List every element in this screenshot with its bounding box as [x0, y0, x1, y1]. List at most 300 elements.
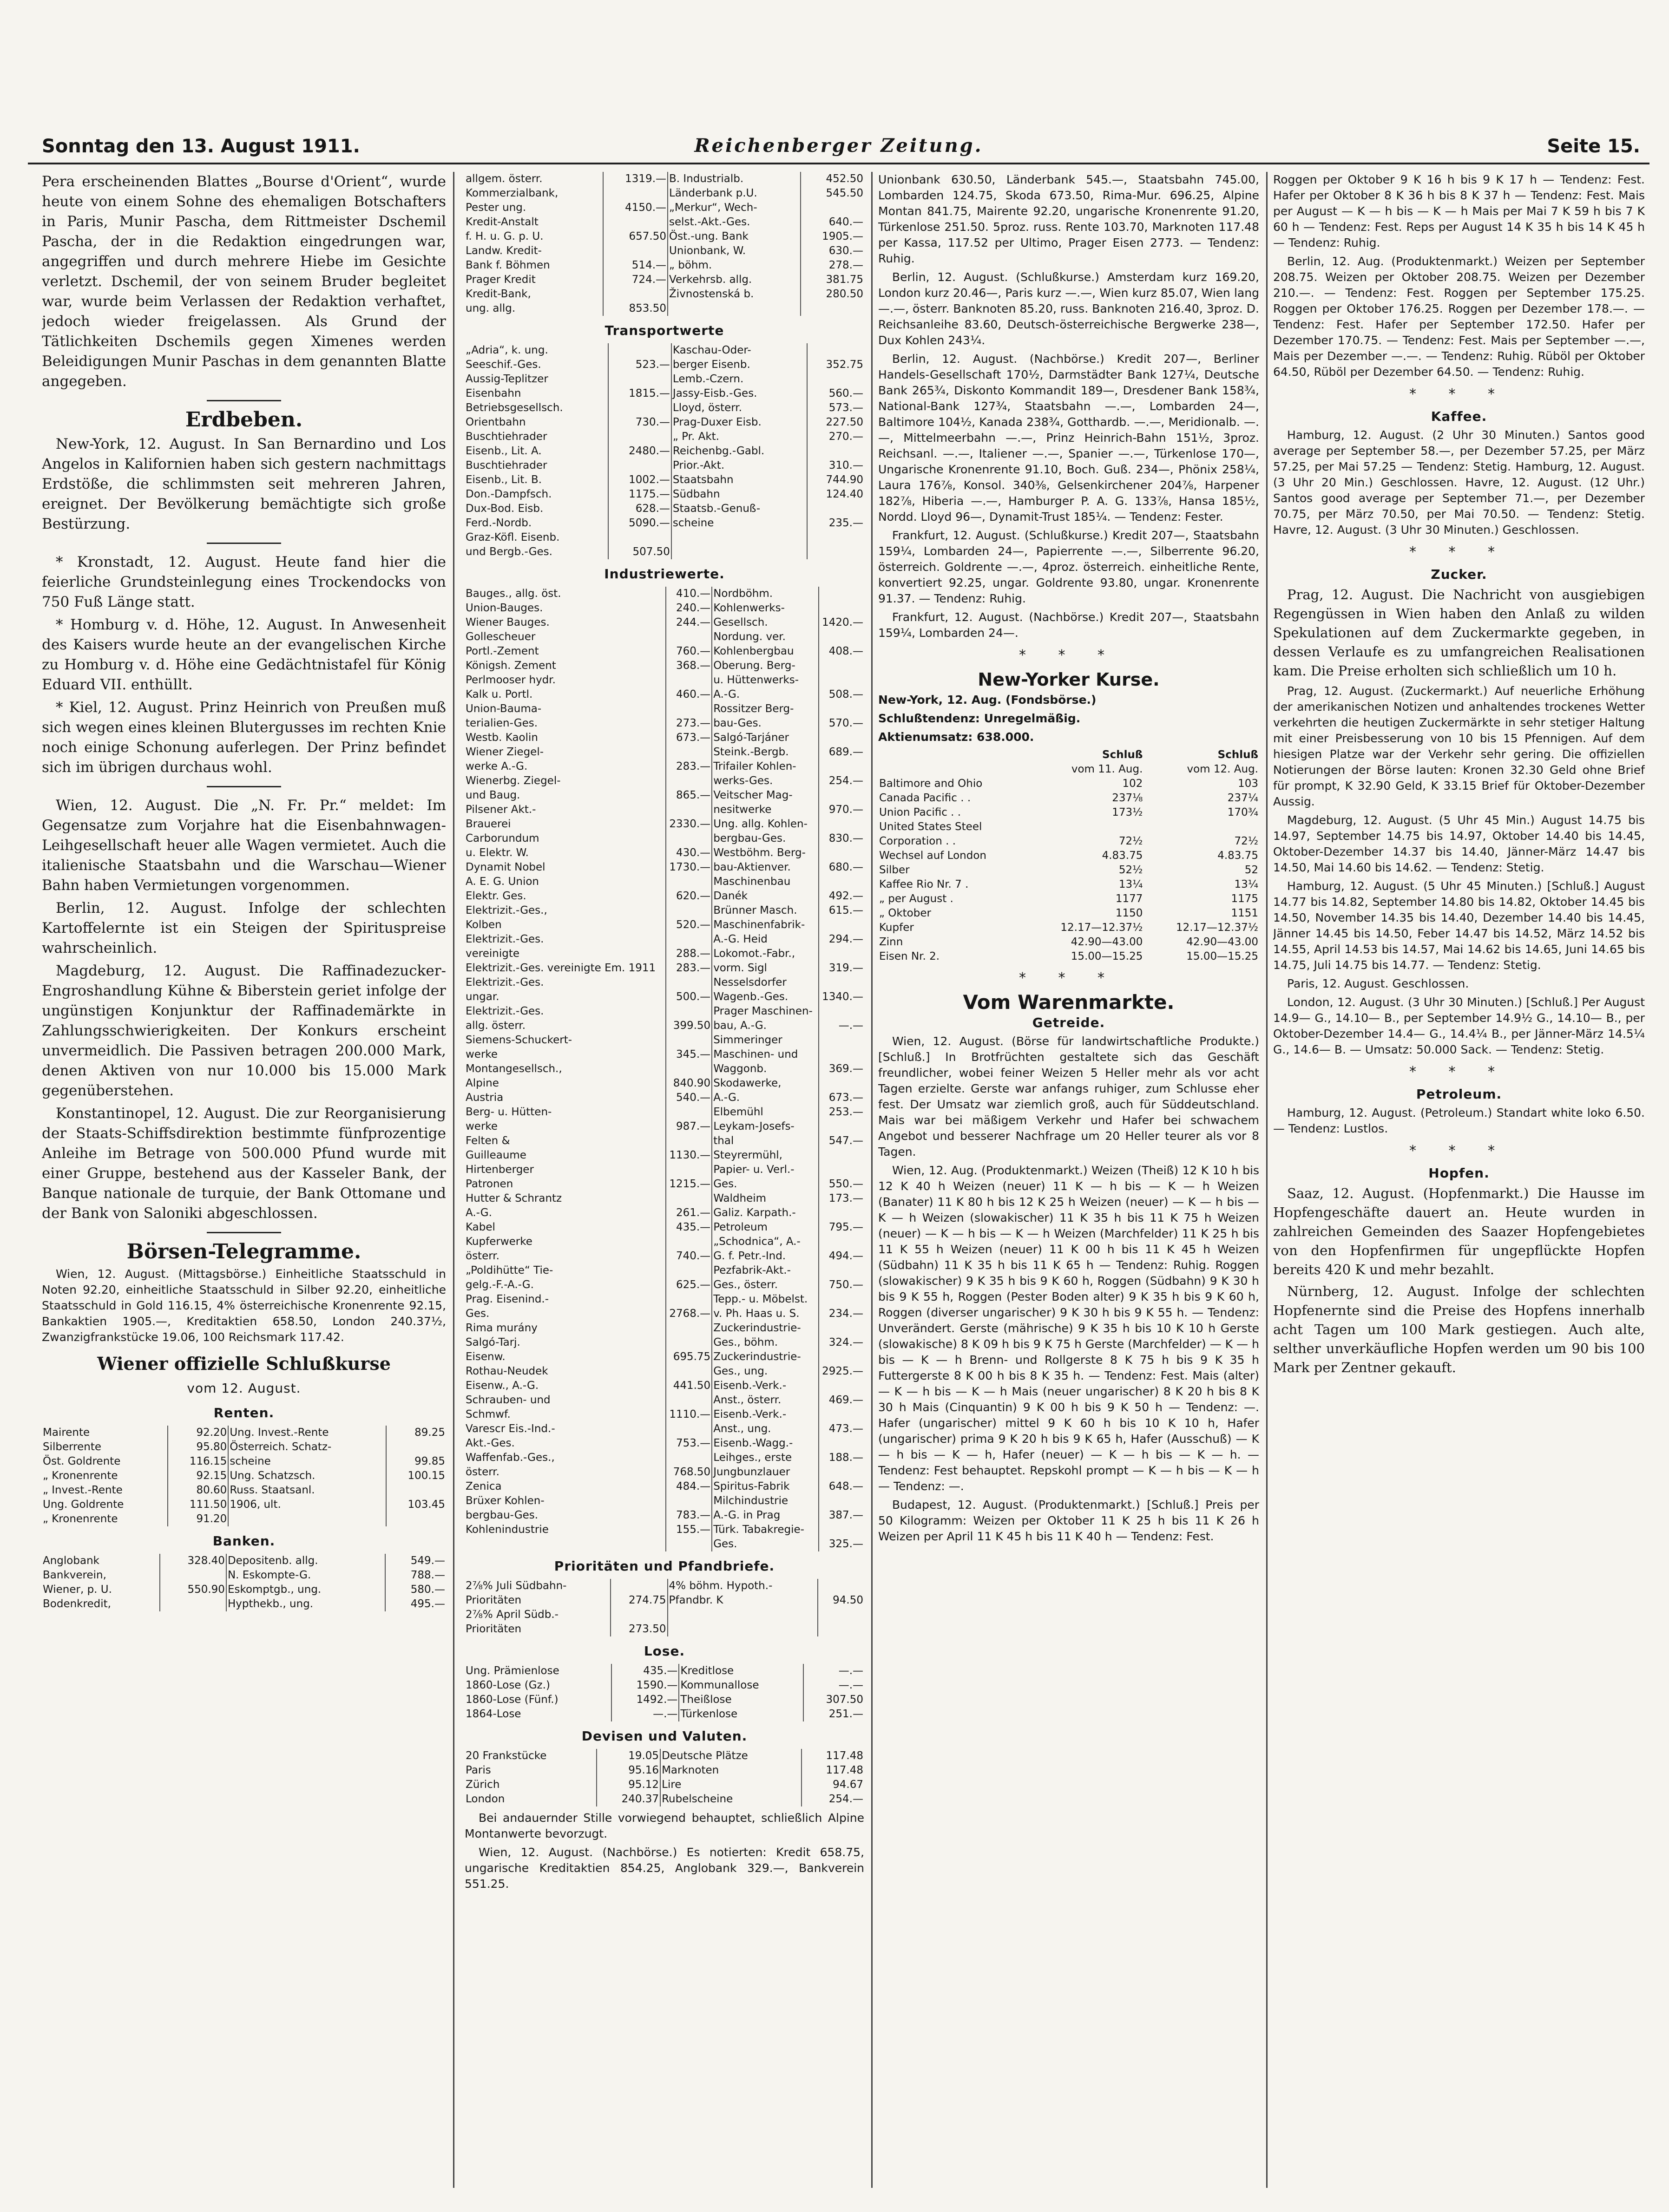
- quote-name: Spiritus-Fabrik: [712, 1479, 819, 1494]
- quote-name: Paris: [466, 1764, 491, 1776]
- table-row: [878, 877, 1259, 892]
- quote-value: 547.—: [819, 1134, 864, 1148]
- quote-value: 1730.—: [666, 860, 712, 875]
- quote-name: Elektrizit.-Ges.: [466, 1005, 544, 1017]
- article-text: Unionbank 630.50, Länderbank 545.—, Staatsbahn 745.00, Lombarden 124.75, Skoda 673.50, Rima-Mur. 696.25, Alpine Montan 841.75, Mairente 92.20, ungarische Kronenrente 91.20, Türkenlose 251.50. 5proz. russ. Rente 103.70, Marknoten 117.48 per Kassa, 117.52 per Ultimo, Prager Eisen 2773. — Tendenz: Ruhig.: [878, 173, 1259, 265]
- ny-tendenz: Schlußtendenz: Unregelmäßig.: [878, 712, 1081, 725]
- quote-value: 12.17—12.37½: [1060, 922, 1143, 934]
- quote-value: 840.90: [666, 1076, 712, 1091]
- quote-name: Eisenw., A.-G.: [466, 1380, 539, 1392]
- section-title-erdbeben: Erdbeben.: [185, 408, 303, 432]
- quote-value: 508.—: [819, 687, 864, 702]
- news-item: Berlin, 12. August. (Schlußkurse.) Amsterdam kurz 169.20, London kurz 20.46—, Paris kurz —.—, Wien kurz 85.07, Wien lang —.—, österr. Banknoten 85.20, russ. Banknoten 216.40, 3proz. D. Reichsanleihe 83.60, Deutsch-österreichische Bergwerke 238—, Dux Kohlen 243¼.: [878, 270, 1259, 347]
- quote-name: bau-Aktienver.: [712, 860, 819, 875]
- quote-value: [807, 372, 864, 386]
- table-row: [465, 1678, 864, 1693]
- quote-name: [668, 1608, 818, 1622]
- table-row: [465, 918, 864, 932]
- table-row: [42, 1483, 446, 1498]
- quote-name: [671, 530, 807, 545]
- quote-name: Österreich. Schatz-: [228, 1440, 386, 1454]
- table-row: [465, 1235, 864, 1249]
- quote-name: Ung. Prämienlose: [466, 1665, 559, 1677]
- quote-value: [603, 244, 668, 258]
- quote-name: Brauerei: [466, 818, 511, 830]
- quote-value: 13¼: [1234, 878, 1258, 890]
- table-row: [465, 287, 864, 301]
- divider: [207, 543, 281, 544]
- quote-name: Deutsche Plätze: [660, 1749, 802, 1763]
- table-row: [465, 1292, 864, 1307]
- industrie-table: [465, 587, 864, 1551]
- quote-value: 2925.—: [819, 1364, 864, 1379]
- quote-value: 545.50: [801, 186, 864, 201]
- quote-name: A.-G.: [712, 1091, 819, 1105]
- quote-name: Kreditlose: [679, 1664, 803, 1678]
- quote-name: Staatsbahn: [671, 473, 807, 487]
- table-row: [465, 258, 864, 273]
- quote-name: Pilsener Akt.-: [466, 804, 536, 816]
- quote-name: Türkenlose: [679, 1707, 803, 1721]
- quote-value: [611, 1579, 667, 1593]
- table-row: [465, 860, 864, 875]
- quote-value: 648.—: [819, 1479, 864, 1494]
- article-text: New-York, 12. August. In San Bernardino und Los Angelos in Kalifornien haben sich gestern nachmittags Erdstöße, die schlimmsten seit mehreren Jahren, ereignet. Der Bevölkerung bemächtigte sich große Bestürzung.: [42, 436, 446, 532]
- quote-name: Hutter & Schrantz: [466, 1192, 562, 1204]
- quote-name: Kaschau-Oder-: [671, 343, 807, 358]
- quote-name: Eisenb., Lit. A.: [466, 445, 542, 457]
- quote-value: 435.—: [666, 1220, 712, 1235]
- table-row: [465, 1579, 864, 1593]
- quote-name: Waggonb.: [712, 1062, 819, 1076]
- quote-value: 730.—: [608, 415, 671, 430]
- quote-value: [819, 1407, 864, 1422]
- quote-value: 94.67: [802, 1778, 864, 1792]
- quote-value: [819, 1292, 864, 1307]
- table-row: [42, 1426, 446, 1440]
- quote-value: 2480.—: [608, 444, 671, 458]
- prioritaeten-table: [465, 1579, 864, 1636]
- column-rule: [1266, 172, 1268, 2188]
- quote-name: Eisenb.-Wagg.-: [712, 1436, 819, 1451]
- quote-name: Öst.-ung. Bank: [668, 229, 801, 244]
- quote-value: —.—: [803, 1678, 864, 1693]
- quote-name: scheine: [671, 516, 807, 530]
- table-row: [465, 903, 864, 918]
- table-row: [465, 1019, 864, 1033]
- quote-value: —.—: [611, 1707, 679, 1721]
- quote-name: Papier- u. Verl.-: [712, 1163, 819, 1177]
- table-row: [465, 975, 864, 990]
- quote-name: Petroleum: [712, 1220, 819, 1235]
- subsection-lose: Lose.: [644, 1643, 685, 1659]
- quote-name: Eskomptgb., ung.: [226, 1583, 385, 1597]
- quote-value: 170¾: [1227, 806, 1258, 818]
- header-date: Sonntag den 13. August 1911.: [42, 136, 360, 157]
- quote-name: Länderbank p.U.: [668, 186, 801, 201]
- quote-value: [819, 947, 864, 961]
- quote-name: Prager Kredit: [466, 274, 536, 286]
- quote-value: 95.16: [597, 1763, 660, 1778]
- quote-name: Perlmooser hydr.: [466, 674, 556, 686]
- quote-value: [611, 1608, 667, 1622]
- quote-name: vereinigte: [466, 948, 519, 960]
- quote-name: Nordung. ver.: [712, 630, 819, 644]
- quote-name: Alpine: [466, 1077, 499, 1089]
- devisen-table: [465, 1749, 864, 1806]
- quote-value: 484.—: [666, 1479, 712, 1494]
- quote-name: Eisenb.-Verk.-: [712, 1407, 819, 1422]
- quote-name: Ges.: [712, 1537, 819, 1551]
- quote-name: „Merkur“, Wech-: [668, 201, 801, 215]
- quote-value: 237¼: [1227, 792, 1258, 804]
- quote-value: 1175: [1231, 893, 1258, 905]
- quote-value: 102: [1122, 778, 1143, 790]
- news-item: Hamburg, 12. August. (5 Uhr 45 Minuten.) [Schluß.] August 14.77 bis 14.82, September 14.80 bis 14.82, Oktober 14.45 bis 14.50, November 14.35 bis 14.40, Dezember 14.40 bis 14.45, Jänner 14.45 bis 14.50, Feber 14.47 bis 14.52, März 14.52 bis 14.55, April 14.53 bis 14.57, Mai 14.62 bis 14.65, Juni 14.65 bis 14.75, Juli 14.75 bis 14.77. — Tendenz: Stetig.: [1273, 879, 1645, 972]
- quote-value: 273.—: [666, 716, 712, 731]
- quote-value: 13¼: [1118, 878, 1143, 890]
- news-item: Frankfurt, 12. August. (Schlußkurse.) Kredit 207—, Staatsbahn 159¼, Lombarden 24—, Papierrente —.—, Silberrente 96.20, österreich. Goldrente —.—, 4proz. österreich. einheitliche Rente, konvertiert 92.25, ungar. Goldrente 93.80, ungar. Kronenrente 91.37. — Tendenz: Ruhig.: [878, 529, 1259, 605]
- column-rule: [453, 172, 454, 2188]
- quote-value: [819, 975, 864, 990]
- table-row: [465, 1004, 864, 1019]
- quote-value: [807, 502, 864, 516]
- table-row: [878, 863, 1259, 877]
- table-row: [465, 1206, 864, 1220]
- quote-name: Westb. Kaolin: [466, 732, 538, 744]
- quote-name: allg. österr.: [466, 1020, 526, 1032]
- subsection-industrie: Industriewerte.: [604, 566, 725, 582]
- table-row: [465, 1537, 864, 1551]
- quote-name: 1906, ult.: [228, 1498, 386, 1512]
- quote-name: Wienerbg. Ziegel-: [466, 775, 561, 787]
- quote-name: Ung. Goldrente: [43, 1499, 124, 1511]
- quote-name: Lemb.-Czern.: [671, 372, 807, 386]
- table-row: [878, 777, 1259, 791]
- quote-value: 673.—: [666, 731, 712, 745]
- news-item: * Kronstadt, 12. August. Heute fand hier die feierliche Grundsteinlegung eines Trockendocks von 750 Fuß Länge statt.: [42, 554, 446, 610]
- quote-value: 283.—: [666, 759, 712, 774]
- quote-value: 523.—: [608, 358, 671, 372]
- quote-name: 1860-Lose (Fünf.): [466, 1694, 559, 1706]
- quote-value: 278.—: [801, 258, 864, 273]
- quote-value: 540.—: [666, 1091, 712, 1105]
- news-item: Hamburg, 12. August. (Petroleum.) Standart white loko 6.50. — Tendenz: Lustlos.: [1273, 1106, 1645, 1135]
- quote-value: —.—: [819, 1019, 864, 1033]
- quote-value: [608, 430, 671, 444]
- quote-value: 124.40: [807, 487, 864, 502]
- quote-name: Jassy-Eisb.-Ges.: [671, 386, 807, 401]
- quote-value: [666, 975, 712, 990]
- quote-name: A.-G. Heid: [712, 932, 819, 947]
- quote-value: [386, 1440, 446, 1454]
- quote-value: [819, 1523, 864, 1537]
- quote-value: 452.50: [801, 172, 864, 186]
- quote-value: [819, 846, 864, 860]
- quote-name: [465, 1537, 666, 1551]
- quote-name: Buschtiehrader: [466, 431, 547, 443]
- quote-value: 460.—: [666, 687, 712, 702]
- quote-value: [807, 530, 864, 545]
- quote-value: [1143, 820, 1259, 834]
- quote-value: [608, 401, 671, 415]
- quote-value: [666, 1494, 712, 1508]
- table-row: [465, 1220, 864, 1235]
- quote-value: [608, 343, 671, 358]
- column-2: [465, 172, 864, 2188]
- table-row: [465, 990, 864, 1004]
- quote-name: Ung. Schatzsch.: [228, 1469, 386, 1483]
- quote-value: 5090.—: [608, 516, 671, 530]
- quote-name: Dux-Bod. Eisb.: [466, 503, 544, 515]
- quote-name: „Poldihütte“ Tie-: [466, 1264, 553, 1276]
- table-row: [465, 1033, 864, 1047]
- table-row: [465, 444, 864, 458]
- table-row: [465, 473, 864, 487]
- quote-value: 307.50: [803, 1693, 864, 1707]
- quote-name: Aussig-Teplitzer: [466, 373, 548, 385]
- table-row: [465, 401, 864, 415]
- subsection-renten: Renten.: [213, 1405, 275, 1420]
- quote-name: London: [466, 1793, 505, 1805]
- quote-value: 549.—: [385, 1554, 446, 1568]
- table-row: [465, 273, 864, 287]
- quote-value: [819, 1321, 864, 1335]
- quote-name: Pfandbr. K: [668, 1593, 818, 1608]
- table-row: [465, 731, 864, 745]
- quote-value: [666, 673, 712, 687]
- newspaper-page: [28, 19, 1649, 2197]
- quote-value: 1340.—: [819, 990, 864, 1004]
- quote-value: 328.40: [160, 1554, 226, 1568]
- quote-name: Maschinenfabrik-: [712, 918, 819, 932]
- table-row: [878, 906, 1259, 921]
- quote-value: 430.—: [666, 846, 712, 860]
- quote-value: 52½: [1118, 864, 1143, 876]
- quote-name: Union Pacific . .: [879, 806, 961, 818]
- banken-table: [42, 1554, 446, 1611]
- news-item: Prag, 12. August. (Zuckermarkt.) Auf neuerliche Erhöhung der amerikanischen Notizen und anhaltendes trockenes Wetter verkehrten die heutigen Zuckermärkte in sehr stetiger Haltung mit einer Preisbesserung von 10 bis 15 Pfennigen. Auf dem hiesigen Platze war der Verkehr sehr gering. Die offiziellen Notierungen der Börse lauten: Kronen 32.30 Geld ohne Brief für prompt, K 32.90 Geld, K 33.15 Brief für Oktober-Dezember Aussig.: [1273, 684, 1645, 808]
- quote-name: Wiener, p. U.: [43, 1584, 112, 1596]
- quote-name: Türk. Tabakregie-: [712, 1523, 819, 1537]
- quote-value: 1215.—: [666, 1177, 712, 1191]
- table-row: [465, 1393, 864, 1407]
- table-row: [878, 834, 1259, 849]
- quote-value: 580.—: [385, 1583, 446, 1597]
- quote-value: 42.90—43.00: [1186, 936, 1258, 948]
- quote-value: 52: [1244, 864, 1258, 876]
- table-row: [465, 1163, 864, 1177]
- quote-name: Schrauben- und: [466, 1394, 551, 1406]
- quote-name: 2⅞% April Südb.-: [466, 1609, 559, 1621]
- quote-name: Waldheim: [712, 1191, 819, 1206]
- quote-name: nesitwerke: [712, 803, 819, 817]
- renten-table: [42, 1426, 446, 1526]
- quote-name: Kabel: [466, 1221, 495, 1233]
- quote-name: [228, 1512, 386, 1526]
- quote-name: Reichenbg.-Gabl.: [671, 444, 807, 458]
- quote-name: Maschinenbau: [712, 875, 819, 889]
- separator-stars: * * *: [1409, 1143, 1509, 1159]
- quote-name: allgem. österr.: [466, 173, 543, 185]
- schlusskurse-date: vom 12. August.: [187, 1381, 301, 1396]
- quote-name: Anglobank: [43, 1555, 99, 1567]
- quote-name: Steyrermühl,: [712, 1148, 819, 1163]
- quote-name: Eisenb.-Verk.-: [712, 1379, 819, 1393]
- quote-value: [160, 1597, 226, 1611]
- news-item: London, 12. August. (3 Uhr 30 Minuten.) [Schluß.] Per August 14.9— G., 14.10— B., per September 14.9½ G., 14.10— B., per Oktober-Dezember 14.4— G., 14.4¼ B., per Jänner-März 14.5¼ G., 14.6— B. — Umsatz: 50.000 Sack. — Tendenz: Stetig.: [1273, 995, 1645, 1056]
- quote-name: Prager Maschinen-: [712, 1004, 819, 1019]
- quote-name: Lokomot.-Fabr.,: [712, 947, 819, 961]
- quote-value: [666, 1321, 712, 1335]
- quote-value: [386, 1483, 446, 1498]
- table-row: [465, 201, 864, 215]
- quote-value: 42.90—43.00: [1071, 936, 1143, 948]
- quote-name: „ Kronenrente: [43, 1470, 118, 1482]
- table-row: [465, 244, 864, 258]
- quote-name: Felten &: [466, 1135, 510, 1147]
- quote-value: [819, 673, 864, 687]
- subsection-transport: Transportwerte: [605, 323, 724, 338]
- quote-name: Varescr Eis.-Ind.-: [466, 1423, 555, 1435]
- table-row: [465, 1134, 864, 1148]
- quote-name: Prior.-Akt.: [671, 458, 807, 473]
- quote-value: 1815.—: [608, 386, 671, 401]
- quote-value: 630.—: [801, 244, 864, 258]
- quote-name: 20 Frankstücke: [466, 1750, 547, 1762]
- quote-value: 673.—: [819, 1091, 864, 1105]
- quote-name: bau, A.-G.: [712, 1019, 819, 1033]
- quote-value: 550.90: [160, 1583, 226, 1597]
- table-row: [42, 1512, 446, 1526]
- quote-value: 410.—: [666, 587, 712, 601]
- quote-value: [819, 1465, 864, 1479]
- quote-value: [819, 1119, 864, 1134]
- quote-name: Skodawerke,: [712, 1076, 819, 1091]
- quote-value: [819, 918, 864, 932]
- quote-value: 387.—: [819, 1508, 864, 1523]
- ny-col-header: Schluß: [1102, 749, 1143, 761]
- quote-value: 369.—: [819, 1062, 864, 1076]
- table-row: [465, 1763, 864, 1778]
- quote-name: Zürich: [466, 1779, 500, 1791]
- quote-value: 294.—: [819, 932, 864, 947]
- quote-value: 724.—: [603, 273, 668, 287]
- table-row: [465, 458, 864, 473]
- quote-name: gelg.-F.-A.-G.: [466, 1279, 534, 1291]
- quote-name: „ Invest.-Rente: [43, 1484, 123, 1496]
- quote-value: 283.—: [666, 961, 712, 975]
- table-row: [465, 702, 864, 716]
- quote-value: [666, 702, 712, 716]
- quote-value: 500.—: [666, 990, 712, 1004]
- quote-name: Prioritäten: [466, 1623, 522, 1635]
- quote-name: v. Ph. Haas u. S.: [712, 1307, 819, 1321]
- quote-name: Öst. Goldrente: [43, 1455, 121, 1467]
- quote-name: selst.-Akt.-Ges.: [668, 215, 801, 229]
- quote-name: Eisenbahn: [466, 387, 521, 399]
- news-item: Nürnberg, 12. August. Infolge der schlechten Hopfenernte sind die Preise des Hopfens innerhalb acht Tagen um 100 Mark gestiegen. Auch alte, selther unverkäufliche Hopfen werden um 90 bis 100 Mark per Zentner gekauft.: [1273, 1283, 1645, 1375]
- quote-name: [668, 301, 801, 316]
- table-row: [465, 1148, 864, 1163]
- quote-value: [603, 215, 668, 229]
- quote-name: Zenica: [466, 1480, 502, 1492]
- ny-umsatz: Aktienumsatz: 638.000.: [878, 730, 1034, 744]
- quote-value: 227.50: [807, 415, 864, 430]
- quote-value: 507.50: [608, 545, 671, 559]
- quote-value: [819, 788, 864, 803]
- table-row: [42, 1568, 446, 1583]
- quote-value: 270.—: [807, 430, 864, 444]
- quote-name: 1860-Lose (Gz.): [466, 1679, 550, 1691]
- quote-value: 1175.—: [608, 487, 671, 502]
- quote-name: Salgó-Tarj.: [466, 1336, 520, 1348]
- quote-value: [666, 1422, 712, 1436]
- quote-value: 408.—: [819, 644, 864, 659]
- quote-name: Anst., ung.: [712, 1422, 819, 1436]
- quote-value: 95.80: [168, 1440, 229, 1454]
- news-item: Frankfurt, 12. August. (Nachbörse.) Kredit 207—, Staatsbahn 159¼, Lombarden 24—.: [878, 610, 1259, 640]
- news-item: Hamburg, 12. August. (2 Uhr 30 Minuten.) Santos good average per September 58.—, per Dezember 57.25, per März 57.25, per Mai 57.25 — Tendenz: Stetig. Hamburg, 12. August. (3 Uhr 20 Min.) Geschlossen. Havre, 12. August. (12 Uhr.) Santos good average per September 71.—, per Dezember 70.75, per März 70.50, per Mai 70.50. — Tendenz: Stetig. Havre, 12. August. (3 Uhr 30 Minuten.) Geschlossen.: [1273, 428, 1645, 537]
- table-row: [465, 1091, 864, 1105]
- quote-name: Austria: [466, 1092, 504, 1104]
- quote-name: Hypthekb., ung.: [226, 1597, 385, 1611]
- quote-value: [666, 774, 712, 788]
- quote-value: 103: [1238, 778, 1258, 790]
- quote-value: 1905.—: [801, 229, 864, 244]
- table-row: [465, 1451, 864, 1465]
- quote-value: [666, 1263, 712, 1278]
- table-row: [465, 229, 864, 244]
- quote-value: 92.20: [168, 1426, 229, 1440]
- news-item: Prag, 12. August. Die Nachricht von ausgiebigen Regengüssen in Wien haben den Anlaß zu wilden Spekulationen auf dem Zuckermarkte gegeben, in dessen Verlaufe es zu umfangreichen Realisationen kam. Die Preise erholten sich schließlich um 10 h.: [1273, 587, 1645, 679]
- quote-name: B. Industrialb.: [668, 172, 801, 186]
- subsection-devisen: Devisen und Valuten.: [581, 1728, 748, 1744]
- quote-value: [818, 1622, 864, 1636]
- table-row: [878, 791, 1259, 805]
- table-row: [465, 1622, 864, 1636]
- news-item: Magdeburg, 12. August. Die Raffinadezucker-Engroshandlung Kühne & Biberstein geriet infolge der ungünstigen Konjunktur der Raffinademärkte in Zahlungsschwierigkeiten. Der Konkurs erscheint unvermeidlich. Die Passiven betragen 200.000 Mark, denen Aktiven von nur 10.000 bis 15.000 Mark gegenüberstehen.: [42, 962, 446, 1099]
- quote-value: [807, 545, 864, 559]
- quote-name: terialien-Ges.: [466, 717, 538, 729]
- quote-name: „ Pr. Akt.: [671, 430, 807, 444]
- quote-name: Eisen Nr. 2.: [879, 950, 940, 962]
- quote-name: „ per August .: [879, 893, 953, 905]
- quote-name: f. H. u. G. p. U.: [466, 230, 544, 242]
- quote-value: 750.—: [819, 1278, 864, 1292]
- table-row: [465, 630, 864, 644]
- table-row: [465, 846, 864, 860]
- quote-value: [819, 1379, 864, 1393]
- quote-value: 1492.—: [611, 1693, 679, 1707]
- quote-name: United States Steel: [879, 821, 982, 833]
- quote-name: Unionbank, W.: [668, 244, 801, 258]
- quote-name: bau-Ges.: [712, 716, 819, 731]
- quote-value: 740.—: [666, 1249, 712, 1263]
- quote-value: 615.—: [819, 903, 864, 918]
- quote-value: [608, 372, 671, 386]
- quote-value: 19.05: [597, 1749, 660, 1763]
- quote-name: Wagenb.-Ges.: [712, 990, 819, 1004]
- quote-name: „Adria“, k. ung.: [466, 344, 548, 356]
- quote-value: 783.—: [666, 1508, 712, 1523]
- quote-value: 830.—: [819, 831, 864, 846]
- quote-value: 91.20: [168, 1512, 229, 1526]
- quote-value: [666, 745, 712, 759]
- quote-name: Ung. Invest.-Rente: [228, 1426, 386, 1440]
- quote-name: österr.: [466, 1466, 499, 1478]
- table-row: [465, 1479, 864, 1494]
